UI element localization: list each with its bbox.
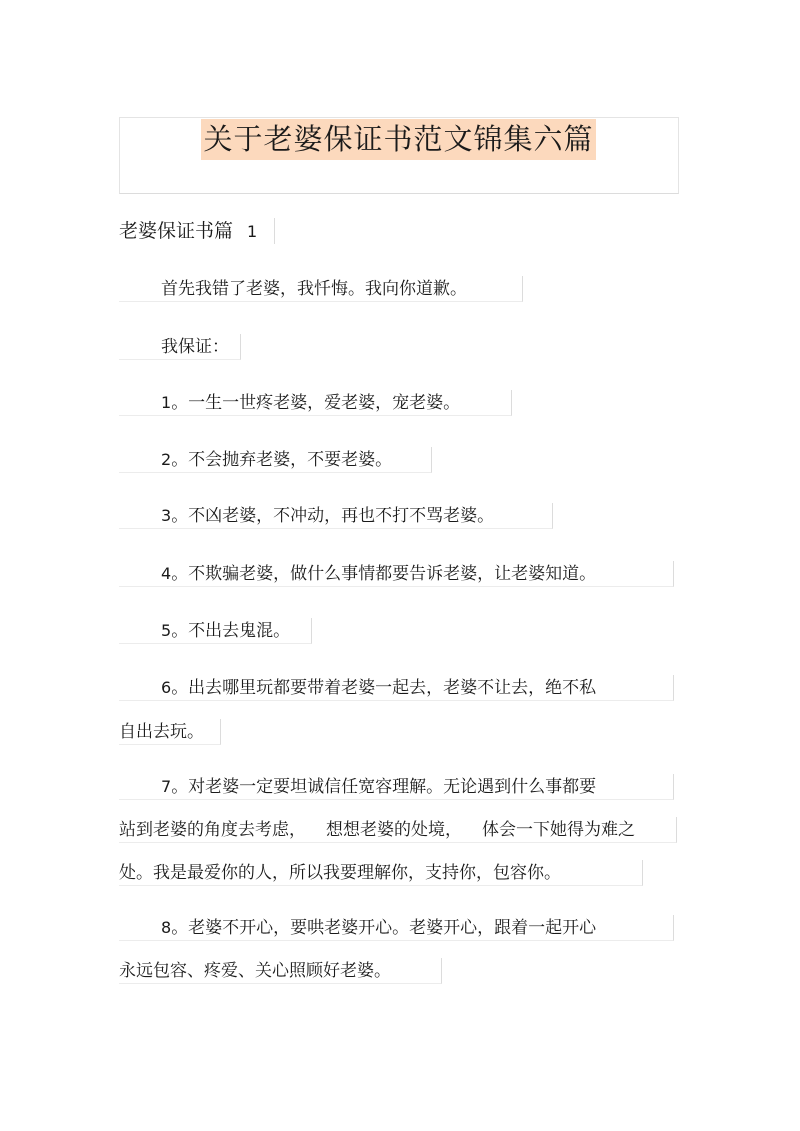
pledge-item-6-line-1	[119, 675, 674, 701]
pledge-item-7-line-2	[119, 817, 677, 843]
section-heading	[119, 218, 275, 244]
page-title: 关于老婆保证书范文锦集六篇	[201, 119, 596, 160]
pledge-item-8-line-1	[119, 915, 674, 941]
pledge-item-8-line-2: 永远包容、疼爱、关心照顾好老婆。	[119, 958, 442, 984]
item-text-segment: 站到老婆的角度去考虑，	[119, 820, 306, 840]
pledge-item-3	[119, 503, 553, 529]
item-text: 。一生一世疼老婆，爱老婆，宠老婆。	[171, 393, 461, 413]
item-number: 3	[161, 506, 172, 525]
item-text: 。不会抛弃老婆，不要老婆。	[171, 450, 393, 470]
item-number: 6	[161, 678, 172, 697]
item-text: 。不欺骗老婆，做什么事情都要告诉老婆，让老婆知道。	[171, 564, 597, 584]
section-label: 老婆保证书篇	[119, 220, 234, 242]
pledge-item-2	[119, 447, 432, 473]
item-text: 。老婆不开心，要哄老婆开心。老婆开心，跟着一起开心	[171, 918, 597, 938]
item-number: 1	[161, 393, 172, 412]
pledge-item-7-line-1	[119, 774, 674, 800]
item-text-segment: 体会一下她得为难之	[482, 820, 635, 840]
item-text-segment: 想想老婆的处境，	[326, 820, 462, 840]
pledge-item-1	[119, 390, 512, 416]
intro-paragraph: 首先我错了老婆，我忏悔。我向你道歉。	[119, 276, 523, 302]
item-number: 2	[161, 450, 172, 469]
pledge-item-6-line-2: 自出去玩。	[119, 719, 221, 745]
item-text: 。不出去鬼混。	[171, 621, 291, 641]
item-number: 8	[161, 918, 172, 937]
item-text: 。对老婆一定要坦诚信任宽容理解。无论遇到什么事都要	[171, 777, 597, 797]
pledge-item-4	[119, 561, 674, 587]
item-number: 7	[161, 777, 172, 796]
pledge-label: 我保证：	[119, 334, 241, 360]
item-text: 。出去哪里玩都要带着老婆一起去，老婆不让去，绝不私	[171, 678, 597, 698]
item-number: 5	[161, 621, 172, 640]
item-number: 4	[161, 564, 172, 583]
item-text: 。不凶老婆，不冲动，再也不打不骂老婆。	[171, 506, 495, 526]
pledge-item-7-line-3: 处。我是最爱你的人，所以我要理解你，支持你，包容你。	[119, 860, 643, 886]
pledge-item-5	[119, 618, 312, 644]
section-number: 1	[247, 222, 258, 241]
